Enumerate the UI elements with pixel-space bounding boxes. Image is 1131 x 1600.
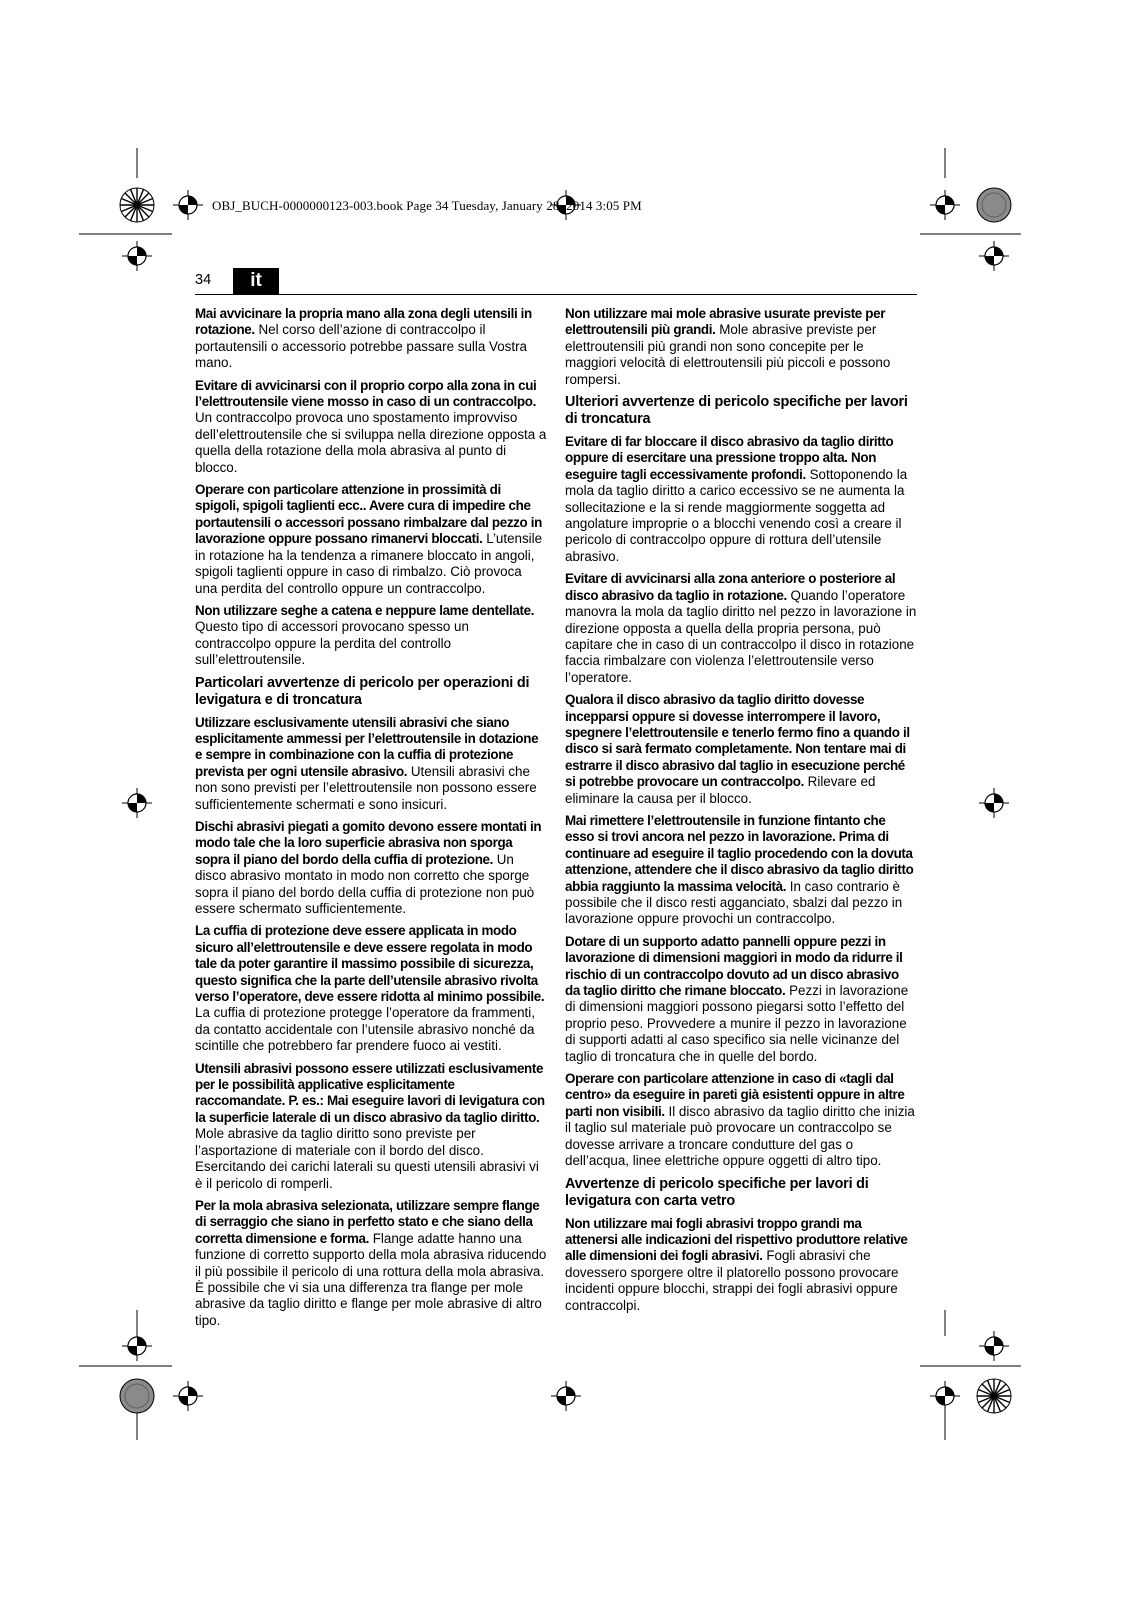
warning-paragraph bbox=[195, 378, 547, 476]
warning-body-text: Un disco abrasivo montato in modo non corretto che sporge sopra il piano del bordo della cuffia di protezione non può essere schermato sufficientemente. bbox=[195, 851, 535, 916]
warning-body-text: Utensili abrasivi che non sono previsti per l’elettroutensile non possono essere sufficientemente schermati e sono insicuri. bbox=[195, 763, 537, 812]
warning-body-text: In caso contrario è possibile che il disco resti agganciato, sbalzi dal pezzo in lavorazione oppure provochi un contraccolpo. bbox=[565, 878, 903, 927]
warning-lead-text: Per la mola abrasiva selezionata, utilizzare sempre flange di serraggio che siano in perfetto stato e che siano della corretta dimensione e forma. bbox=[195, 1197, 540, 1246]
warning-body-text: Mole abrasive previste per elettroutensili più grandi non sono concepite per le maggiori velocità di elettroutensili più piccoli e possono rompersi. bbox=[565, 322, 891, 387]
warning-body-text: Il disco abrasivo da taglio diritto che inizia il taglio sul materiale può provocare un contraccolpo se dovesse arrivare a troncare condutture del gas o dell’acqua, linee elettriche oppure oggetti di altro tipo. bbox=[565, 1103, 915, 1169]
warning-lead-text: La cuffia di protezione deve essere applicata in modo sicuro all’elettroutensile e deve essere regolata in modo tale da poter garantire il massimo possibile di sicurezza, questo significa che la parte dell’utensile abrasivo rivolta verso l’operatore, deve essere ridotta al minimo possibile. bbox=[195, 923, 545, 1005]
warning-paragraph bbox=[565, 434, 917, 565]
warning-body-text: Nel corso dell’azione di contraccolpo il portautensili o accessorio potrebbe passare sulla Vostra mano. bbox=[195, 322, 527, 371]
warning-paragraph bbox=[565, 934, 917, 1065]
left-column bbox=[195, 306, 547, 1335]
warning-paragraph bbox=[565, 1216, 917, 1314]
warning-paragraph bbox=[195, 715, 547, 813]
warning-paragraph bbox=[565, 306, 917, 388]
warning-paragraph bbox=[195, 1198, 547, 1329]
warning-body-text: Pezzi in lavorazione di dimensioni maggiori possono piegarsi sotto l’effetto del proprio peso. Provvedere a munire il pezzo in lavorazione di supporti adatti al caso specifico sia nelle vicinanze del taglio di troncatura che in quelle del bordo. bbox=[565, 983, 909, 1064]
warning-lead-text: Dotare di un supporto adatto pannelli oppure pezzi in lavorazione di dimensioni maggiori in modo da ridurre il rischio di un contraccolpo dovuto ad un disco abrasivo da taglio diritto che rimane bloccato. bbox=[565, 933, 903, 999]
warning-lead-text: Dischi abrasivi piegati a gomito devono essere montati in modo tale che la loro superficie abrasiva non sporga sopra il piano del bordo della cuffia di protezione. bbox=[195, 818, 542, 867]
warning-paragraph bbox=[565, 813, 917, 928]
warning-paragraph bbox=[565, 571, 917, 686]
warning-lead-text: Qualora il disco abrasivo da taglio diritto dovesse incepparsi oppure si dovesse interrompere il lavoro, spegnere l’elettroutensile e tenerlo fermo fino a quando il disco si sarà fermato completamente. Non tentare mai di estrarre il disco abrasivo dal taglio in esecuzione perché si potrebbe provocare un contraccolpo. bbox=[565, 692, 910, 790]
warning-body-text: Flange adatte hanno una funzione di corretto supporto della mola abrasiva riducendo il più possibile il pericolo di una rottura della mola abrasiva. È possibile che vi sia una differenza tra flange per mole abrasive da taglio diritto e flange per mole abrasive di altro tipo. bbox=[195, 1230, 547, 1328]
warning-body-text: Rilevare ed eliminare la causa per il blocco. bbox=[565, 774, 876, 806]
warning-paragraph bbox=[195, 1061, 547, 1192]
warning-lead-text: Utensili abrasivi possono essere utilizzati esclusivamente per le possibilità applicative esplicitamente raccomandate. P. es.: Mai eseguire lavori di levigatura con la superficie laterale di un disco abrasivo da taglio diritto. bbox=[195, 1060, 545, 1125]
warning-lead-text: Utilizzare esclusivamente utensili abrasivi che siano esplicitamente ammessi per l’elettroutensile in dotazione e sempre in combinazione con la cuffia di protezione prevista per ogni utensile abrasivo. bbox=[195, 714, 539, 779]
section-heading: Ulteriori avvertenze di pericolo specifiche per lavori di troncatura bbox=[565, 394, 908, 428]
language-tab: it bbox=[233, 268, 279, 294]
header-rule bbox=[195, 294, 917, 295]
warning-paragraph bbox=[195, 603, 547, 669]
warning-body-text: Un contraccolpo provoca uno spostamento improvviso dell’elettroutensile che si sviluppa nella direzione opposta a quella della rotazione della mola abrasiva al punto di blocco. bbox=[195, 410, 547, 475]
warning-lead-text: Evitare di avvicinarsi alla zona anteriore o posteriore al disco abrasivo da taglio in rotazione. bbox=[565, 571, 896, 603]
page-number: 34 bbox=[195, 272, 212, 288]
warning-paragraph bbox=[565, 1071, 917, 1169]
warning-lead-text: Non utilizzare seghe a catena e neppure lame dentellate. bbox=[195, 602, 535, 618]
warning-body-text: Questo tipo di accessori provocano spesso un contraccolpo oppure la perdita del controllo sull’elettroutensile. bbox=[195, 619, 469, 668]
warning-body-text: Mole abrasive da taglio diritto sono previste per l’asportazione di materiale con il bordo del disco. Esercitando dei carichi laterali su questi utensili abrasivi vi è il pericolo di romperli. bbox=[195, 1126, 539, 1191]
right-column bbox=[565, 306, 917, 1320]
warning-lead-text: Operare con particolare attenzione in prossimità di spigoli, spigoli taglienti ecc.. Avere cura di impedire che portautensili o accessori possano rimbalzare dal pezzo in lavorazione oppure possano rimanervi bloccati. bbox=[195, 482, 542, 547]
section-heading: Avvertenze di pericolo specifiche per lavori di levigatura con carta vetro bbox=[565, 1175, 869, 1209]
warning-paragraph bbox=[195, 482, 547, 597]
warning-paragraph bbox=[565, 692, 917, 807]
warning-lead-text: Evitare di avvicinarsi con il proprio corpo alla zona in cui l’elettroutensile viene mosso in caso di un contraccolpo. bbox=[195, 377, 537, 410]
warning-lead-text: Operare con particolare attenzione in caso di «tagli dal centro» da eseguire in pareti già esistenti oppure in altre parti non visibili. bbox=[565, 1071, 905, 1119]
warning-body-text: L’utensile in rotazione ha la tendenza a rimanere bloccato in angoli, spigoli taglienti oppure in caso di rimbalzo. Ciò provoca una perdita del controllo oppure un contraccolpo. bbox=[195, 531, 543, 596]
warning-body-text: Sottoponendo la mola da taglio diritto a carico eccessivo se ne aumenta la sollecitazione e la si rende maggiormente soggetta ad angolature improprie o a blocchi venendo così a creare il pericolo di contraccolpo oppure di rottura dell’utensile abrasivo. bbox=[565, 466, 908, 564]
warning-lead-text: Non utilizzare mai fogli abrasivi troppo grandi ma attenersi alle indicazioni del rispettivo produttore relative alle dimensioni dei fogli abrasivi. bbox=[565, 1215, 908, 1264]
warning-body-text: Quando l’operatore manovra la mola da taglio diritto nel pezzo in lavorazione in direzione opposta a quella della propria persona, può capitare che in caso di un contraccolpo il disco in rotazione faccia rimbalzare con violenza l’elettroutensile verso l’operatore. bbox=[565, 587, 917, 685]
warning-lead-text: Mai rimettere l’elettroutensile in funzione fintanto che esso si trovi ancora nel pezzo in lavorazione. Prima di continuare ad eseguire il taglio procedendo con la dovuta attenzione, attendere che il disco abrasivo da taglio diritto abbia raggiunto la massima velocità. bbox=[565, 812, 914, 894]
warning-lead-text: Non utilizzare mai mole abrasive usurate previste per elettroutensili più grandi. bbox=[565, 306, 886, 338]
warning-paragraph bbox=[195, 923, 547, 1054]
section-heading: Particolari avvertenze di pericolo per operazioni di levigatura e di troncatura bbox=[195, 674, 530, 708]
warning-lead-text: Mai avvicinare la propria mano alla zona degli utensili in rotazione. bbox=[195, 306, 532, 338]
warning-body-text: Fogli abrasivi che dovessero sporgere oltre il platorello possono provocare incidenti oppure blocchi, strappi dei fogli abrasivi oppure contraccolpi. bbox=[565, 1248, 899, 1313]
warning-paragraph bbox=[195, 819, 547, 917]
warning-body-text: La cuffia di protezione protegge l’operatore da frammenti, da contatto accidentale con l’utensile abrasivo nonché da scintille che potrebbero far prendere fuoco ai vestiti. bbox=[195, 1005, 535, 1054]
book-file-header: OBJ_BUCH-0000000123-003.book Page 34 Tuesday, January 28, 2014 3:05 PM bbox=[212, 198, 642, 213]
warning-paragraph bbox=[195, 306, 547, 372]
warning-lead-text: Evitare di far bloccare il disco abrasivo da taglio diritto oppure di esercitare una pressione troppo alta. Non eseguire tagli eccessivamente profondi. bbox=[565, 434, 894, 482]
